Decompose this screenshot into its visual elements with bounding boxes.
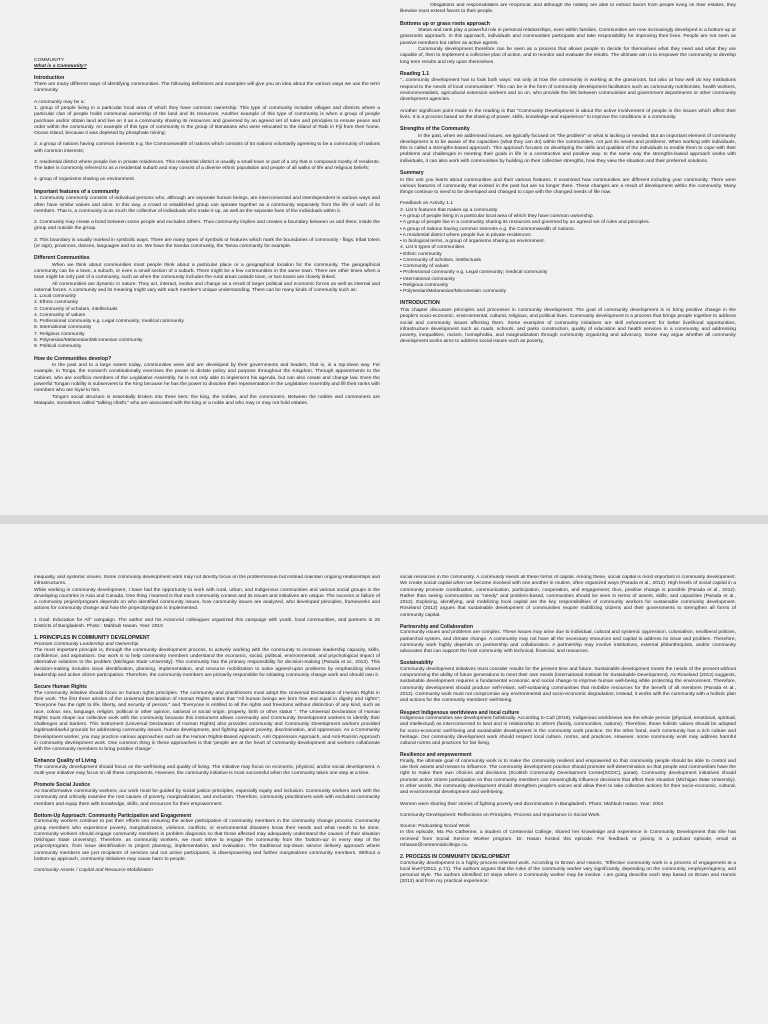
social-justice-paragraph: As transformative community workers, our work must be guided by social justice principles, especially equity and inclusion. Community workers work with the community and critically examine the root causes of poverty, marginalization, and exclusion. Therefore, community practitioners work with excluded community members and equip them with knowledge, skills, and resources for their empowerment. [34, 788, 380, 807]
resilience-paragraph: Finally, the ultimate goal of community work is to make the community resilient and empowered so that community people should be able to control and use their assets and means to influence. The community development practice should promote self-determination so that people and communities have the right to make their own choices and decisions (Scottish Community Development Centre[SCDC], para6). Community development initiatives should promote active citizen participation so that community members can meaningfully influence decisions that affect their situation (Michigan State University). In other words, the community development should strengthen people's voices and allow them to take collective actions for their socio-economic, cultural, and environmental development and well-being. [400, 758, 736, 796]
list-item: • Religious community [400, 282, 449, 288]
social-justice-heading: Promote Social Justice [34, 782, 91, 789]
bottom-up-paragraph-2: Community development therefore can be seen as a process that allows people to decide for themselves what they need and what they are capable of, then to implement a collective plan of action, and to monitor and evaluate the results. The ultimate aim is to empower the community to develop long term results and rely upon themselves. [400, 46, 736, 65]
list-item: 9. Political community [34, 344, 82, 350]
definition-4: 4. group of organisms sharing an environment. [34, 177, 136, 183]
page1-left-column [34, 58, 380, 510]
source-line: Source: Podcasting Social Work [400, 824, 470, 830]
page2-right-column [400, 575, 736, 1020]
list-item: • A group of people living in a particular local area of which they have common ownership. [400, 214, 594, 219]
develop-paragraph: In the past and to a large extent today, communities were and are developed by their governments and leaders, that is, in a top-down way. For example, in Tonga, the monarch constitutionally exercises the power to dictate policy and purpose throughout the Kingdom. Through appointments to the Cabinet, who are exofficio members of the Legislative Assembly, he is not only able to implement his agenda, but can also create and change law. Even the powerful Tongan nobility is subservient to the King because he has the power to dissolve their representation in the Legislative Assembly and fill their ranks with members who are loyal to him. [34, 363, 380, 394]
definition-1: 1. group of people living in a particular local area of which they have common ownership. This type of community includes villages and districts where a particular clan of people holds communal ownership of the land and its resources. Another example of this type of community is when a group of people purchase and/or obtain land and live on it as a community sharing its resources and governed by an agreed set of rules and principles to ensure peace and order within the community. An example of this type of community is the group of Banabans who were relocated to the island of Rabi in Fiji from their home, Ocean Island, because it was depleted by phosphate mining; [34, 105, 380, 137]
reading-heading: Reading 1.1 [400, 70, 430, 77]
summary-paragraph: In this unit you learnt about communities and their various features. It examined how communities are different including your community. There were various features of community that existed in the past but are no longer there. These changes are a result of development within the community. Many things continue to need to be developed and changed to cope with the changed needs of life now. [400, 177, 736, 196]
list-item: 4. List 5 types of communities [400, 245, 465, 251]
list-item: • Community of scholars, intellectuals [400, 257, 482, 263]
develop-heading: How do Communities develop? [34, 355, 112, 362]
list-item: 5. Professional community e.g. Legal community; medical community [34, 319, 184, 325]
introduction-2-paragraph: This chapter discusses principles and processes in community development. The goal of community development is to bring positive change in the people's socio-economic, environmental, cultural, religious, and political lives. Community development is a process that brings people together to address social and community issues affecting them. Some examples of community initiatives are skill enhancement for better livelihood opportunities, infrastructure development such as roads, schools, and parks construction, quality of education and health services in a community, and addressing poverty, inequalities, racism, homophobia, and marginalization through community organizing and advocacy. Some may argue whether all community development works aims to address social issues such as poverty, [400, 308, 736, 345]
process-paragraph: Community development is a highly process-oriented work. According to Brown and Hannis, "Effective community work is a process of engagement at a local level"(2012, p.71). The authors argues that the roles of the community worker vary significantly, depending on the community, employer/agency, and personal style. The authors identified 10 steps where a Community worker may be involve. I am going describe each step based on Brown and Hannis (2012) and from my practical experience: [400, 860, 736, 885]
list-item: 2. Ethnic community [34, 300, 79, 306]
feature-3: 3. This boundary is usually marked in symbolic ways. There are many types of symbols or features which mark the boundaries of community - flags, tribal totem (or sign), provinces, dances, languages and so on. We have the Samba community, the Tanna community for example. [34, 237, 380, 249]
reading-paragraph: "...community development has to look both ways: not only at how the community is working at the grassroots, but also at how well do key institutions respond to the needs of local communities". This can be in the form of community development facilitators such as community nutritionists, health workers, environmentalists, agricultural extension workers and so on, who provide the link between communities and government departments or other community development agencies. [400, 78, 736, 103]
summary-heading: Summary [400, 170, 424, 177]
definition-2: 2. a group of nations having common interests e.g. the Commonwealth of nations which consists of 54 nations voluntarily agreeing to be a community of nations with common interests; [34, 142, 380, 154]
list-item: • A group of people live in a community sharing its resources and governed by an agreed set of rules and principles. [400, 220, 650, 226]
bottom-up-approach-paragraph: Community workers continue to put their efforts into ensuring the active participation of community members in the community change process. Community group members who experience poverty, marginalization, violence, conflicts, or environmental disasters know their needs and what needs to be done. Community workers should engage community members in problem diagnosis so that those affected may adequately understand the causes of their situation (Michigan State University). Therefore, as community workers, we must strive to engage the community from the 'bottom-up' in every step of the project/program, from issue identification to project planning, implementation, and evaluation. The traditional top-down service delivery approach where community members are just recipients of services and not active participants, is disempowering and further marginalizes community members. Without a bottom-up approach, community initiatives may cause harm to people. [34, 819, 380, 862]
leadership-subheading: Promote Community Leadership and Ownership [34, 641, 139, 647]
what-is-community-heading: What is a Community? [34, 64, 87, 70]
introduction-2-heading: INTRODUCTION [400, 300, 440, 307]
obligations-paragraph: Obligations and responsibilities are reciprocal, and although the nobility are able to extract favors from people living on their estates, they likewise must extend favors to their people. [400, 3, 736, 15]
podcast-paragraph: In this episode, Ma Pia Catherine, a student of Centennial College, shared her knowledge and experience in Community Development that she has received from Social Service Worker program. Dr. Hasan hosted this episode. For feedback or joining in a podcast episode, email at mhasan@centennialcollege.ca. [400, 830, 736, 848]
quality-living-heading: Enhance Quality of Living [34, 758, 97, 765]
feature-1: 1. Community commonly consists of individual persons who, although are separate human beings, are interconnected and interdependent in various ways and often have similar values and aims. In this way, a crowd or established group can operate together as a community separately from the life of each of its members. That is, a community is as much the collective of individuals who make it up, as well as the separate lives of the individuals within it. [34, 196, 380, 214]
reflections-title: Community Development: Reflections on Principles, Process and Importance in Social Work. [400, 812, 601, 818]
human-rights-paragraph: The community initiative should focus on human rights principles. The community and practitioners must adopt the Universal Declaration of Human Rights in their work. The first three articles of the Universal Declaration of Human Rights states that "All human beings are born free and equal in dignity and rights"; "Everyone has the right to life, liberty, and security of person," and "Everyone is entitled to all the rights and freedoms without distinction of any kind, such as race, colour, sex, language, religion, political or other opinion, national or social origin, property, birth or other status ". The Universal Declaration of Human Rights must shape our collective work with the community because this instrument allows community and Community Development workers to identify their challenges and barriers. This instrument (Universal Declaration of Human Rights) also provides community and Community Development workers provided legitimate/lawful grounds for addressing community issues, human development, and fighting against poverty, discrimination, and oppression. As a Community Development worker, you may practice various approaches such as the Human Rights-Based Approach, Anti Oppression Approach, and Anti-Racism Approach in community development work. One common thing in these approaches is that 'people are at the heart of community development and workers collaborate with the community members to bring positive change'. [34, 690, 380, 753]
introduction-paragraph: There are many different ways of identifying communities. The following definitions and examples will give you an idea about the various ways we use the term community. [34, 82, 380, 94]
develop-paragraph-2: Tonga's social structure is essentially broken into three tiers: the king, the nobles, and the commoners. Between the nobles and commoners are Matapule, sometimes called "talking chiefs," who are associated with the king or a noble and who may or may not hold estates. [34, 394, 380, 406]
indigenous-heading: Respect Indigenous worldviews and local culture [400, 709, 520, 716]
footnote: 1 Goal: Education for All" campaign. The author and his ActionAid colleagues organized this campaign with youth, local communities, and partners in 26 Districts of Bangladesh. Photo : Mahbub Hasan, Year: 2010 [34, 617, 380, 629]
document-page-2 [0, 524, 768, 1024]
process-heading: 2. PROCESS IN COMMUNITY DEVELOPMENT [400, 854, 511, 861]
bottom-up-approach-heading: Bottom-Up Approach: Community Participation and Engagement [34, 812, 192, 819]
leadership-paragraph: The most important principle is, through the community development process, to actively working with the community to increase leadership capacity, skills, confidence, and aspirations. Our work is to help community members understand the economic, social, political, environmental, and psychological impact of alternative solutions to the problem (Michigan State University). The community has the primary responsibility for decision-making (Parada et al., 2012). This decision-making includes issue identification, planning, implementation, and resource mobilization to solve agreed-upon problems by emphasizing shared leadership and active citizen participation. Therefore, the community members are primarily responsible for initiating community change work and should own it. [34, 647, 380, 678]
strengths-paragraph: In the past, when we addressed issues, we typically focused on "the problem" or what is lacking or needed. But an important element of community development is to be aware of the capacities (what they can do) within the communities, not just its needs and problems. When working with individuals, this is called a strengths-based approach. This approach focuses on developing the skills and qualities of the individuals to enable them to cope with their problems and challenges in meeting their goals in life in a constructive and positive way. In the same way the strengths-based approach works with individuals, it can also work with communities by building on their collective strengths, how they view the situation and their preferred solutions. [400, 133, 736, 164]
social-capital-paragraph: social resources in the community. A community needs all these forms of capital. Among these, social capital is most important in community development. We create social capital when we become involved with one another in routine, often organized ways (Parada et al., 2012). High levels of social capital in a community promote coordination, communication, participation, cooperation, and engagement; thus, positive change is possible (Parada et al., 2012). Rather than seeing communities as "needy" and problem-based, communities should be seen in terms of assets, skills, and capacities (Parada et al., 2012). Exploring, identifying, and mobilizing local capital are the key responsibilities of community workers for sustainable community development. Roseland (2012) argues that sustainable development of communities require mobilizing citizens and their governments to strengthen all forms of community capital. [400, 575, 736, 618]
definition-3: 3. residential district where people live in private residences. This residential district is usually a small town or part of a city that is composed mostly of residents. The latter is commonly referred to as a residential suburb and may consist of a diverse ethnic population and people of all walks of life and religious beliefs; [34, 159, 380, 172]
list-item: 3. List 5 features that makes up a community [400, 207, 498, 213]
resilience-heading: Resilience and empowerment [400, 752, 472, 759]
experience-paragraph: While working in community development, I have had the opportunity to work with rural, urban, and Indigenous communities and various social groups in the developing countries in Asia and Canada. One thing I learned is that each community context and its issues and initiatives are unique. The success or failure of a community project/program depends on who identified community issues, how community issues are analyzed, who developed principles, frameworks and actions for community change and how the project/program is implemented. [34, 587, 380, 612]
strengths-heading: Strengths of the Community [400, 126, 470, 133]
features-heading: Important features of a community [34, 188, 120, 195]
list-item: 1. Local community [34, 294, 77, 300]
women-photo-caption: Women were sharing their stories of fighting poverty and discrimination in Bangladesh. Photo: Mahbub Hasan, Year: 2004 [400, 801, 664, 807]
quality-living-paragraph: The community development should focus on the well-being and quality of living. The initiative may focus on economic, physical, and/or social development. A multi-year initiative may focus on all these components. However, the community initiative is most successful when the community takes one step at a time. [34, 764, 380, 777]
community-kinds-list [34, 294, 380, 350]
different-communities-heading: Different Communities [34, 255, 90, 262]
assets-footer-line: Community Assets / Capital and Resource Mobilization [34, 868, 153, 874]
page1-right-column [400, 3, 736, 510]
partnership-paragraph: Community issues and problems are complex. These issues may arise due to individual, cultural and systemic oppression, colonialism, neoliberal policies, patriarchal system, and climate change. A community may not have all the necessary resources and capital to address its issue and problem. Therefore, community work highly depends on partnership and collaboration. A partnership may involve institutions, external philanthropists, and/or community advocates that can support the host community with technical, financial, and resources. [400, 630, 736, 655]
list-item: 7. Religious community [34, 331, 85, 337]
page2-left-column [34, 575, 380, 1020]
list-item: 8. Polynesian/Melanesian/Micronesian community [34, 338, 143, 343]
list-item: • A group of nations having common interests e.g. the Commonwealth of nations. [400, 226, 575, 232]
list-item: • Polynesian/Melanesian/Micronesian community [400, 289, 507, 295]
principles-heading: 1. PRINCIPLES IN COMMUNITY DEVELOPMENT [34, 635, 150, 642]
community-label: COMMUNITY [34, 58, 65, 63]
reading-paragraph-2: Another significant point made in the reading is that "Community Development is about the active involvement of people in the issues which affect their lives. It is a process based on the sharing of power, skills, knowledge and experience" to improve the conditions in a community. [400, 108, 736, 120]
list-item: • Professional community e.g. Legal community; medical community [400, 270, 548, 276]
list-item: • Community of values [400, 264, 449, 270]
sustainability-heading: Sustainability [400, 660, 434, 667]
bottom-up-heading: Bottoms up or grass roots approach [400, 20, 490, 27]
list-item: • A residential district where people live in private residences. [400, 232, 532, 238]
sustainability-paragraph: Community development initiatives must consider results for the present time and future. Sustainable development meets the needs of the present without compromising the ability of future generations to meet their own needs (International Institute for Sustainable Development). As Roseland (2012) suggests, sustainable development requires a fundamental economic and social change to improve human well-being while protecting the environment. Therefore, community development should produce self-reliant, self-sustaining communities that mobilize resources for the benefit of all members (Parada et al., 2012). Community work must not compromise any environmental and socio-economic degradation; instead, it works with the community with a holistic plan and actions for the community members' well-being. [400, 666, 736, 704]
different-communities-paragraph-2: All communities are dynamic in nature. They act, interact, evolve and change as a result of larger political and economic forces as well as internal and external forces. A community and its meaning might vary with each member's unique understanding. There can be many kinds of community such as: [34, 281, 380, 293]
different-communities-paragraph: When we think about communities most people think about a particular place or a geographical location for the community. The geographical community can be a town, a suburb, or even a small section of a suburb. There might be a few communities in the same town. There are other times when a town might be only part of a community, such as when the community includes the rural areas outside town, or two towns are closely linked. [34, 262, 380, 281]
human-rights-heading: Secure Human Rights [34, 684, 87, 691]
feature-2: 2. Community may create a bond between some people and excludes others. Thus community implies and creates a boundary between us and them; inside the group and outside the group. [34, 220, 380, 232]
feedback-list [400, 208, 736, 296]
page-separator [0, 515, 768, 524]
list-item: 6. International community [34, 325, 92, 331]
list-item: • International community [400, 276, 455, 282]
partnership-heading: Partnership and Collaboration [400, 623, 474, 630]
feedback-heading: Feedback on Activity 1.1 [400, 201, 454, 207]
list-item: • Ethnic community [400, 251, 442, 257]
list-item: 4. Community of values [34, 312, 86, 318]
introduction-heading: Introduction [34, 74, 65, 81]
list-item: 3. Community of scholars, intellectuals [34, 306, 118, 312]
list-item: • In biological terms, a group of organisms sharing an environment. [400, 239, 545, 245]
indigenous-paragraph: Indigenous communities see development holistically. According to Cull (2018), Indigenous worldviews see the whole person (physical, emotional, spiritual, and intellectual) as interconnected to land and in relationship to others (family, communities, nations). Therefore, these holistic values should be adopted for socio-economic well-being and sustainable development in the community work practice. On the other hand, each community has a rich culture and heritage. Our community development work should respect local culture, norms, and practices. However, some community work may address harmful cultural norms and practices for fair living. [400, 716, 736, 747]
may-be-line: A community may be a: [34, 99, 85, 105]
bottom-up-paragraph: Status and rank play a powerful role in personal relationships, even within families. Communities are now increasingly developed in a bottom-up or grassroots approach. In this approach, individuals and communities participate and take responsibility for improving their lives. People are not seen as passive members but rather as active agents. [400, 28, 736, 46]
continuation-paragraph: inequality, and systemic issues. Some community development work may not directly focus on the problem/issue but instead maintain ongoing relationships and infrastructures. [34, 575, 380, 587]
